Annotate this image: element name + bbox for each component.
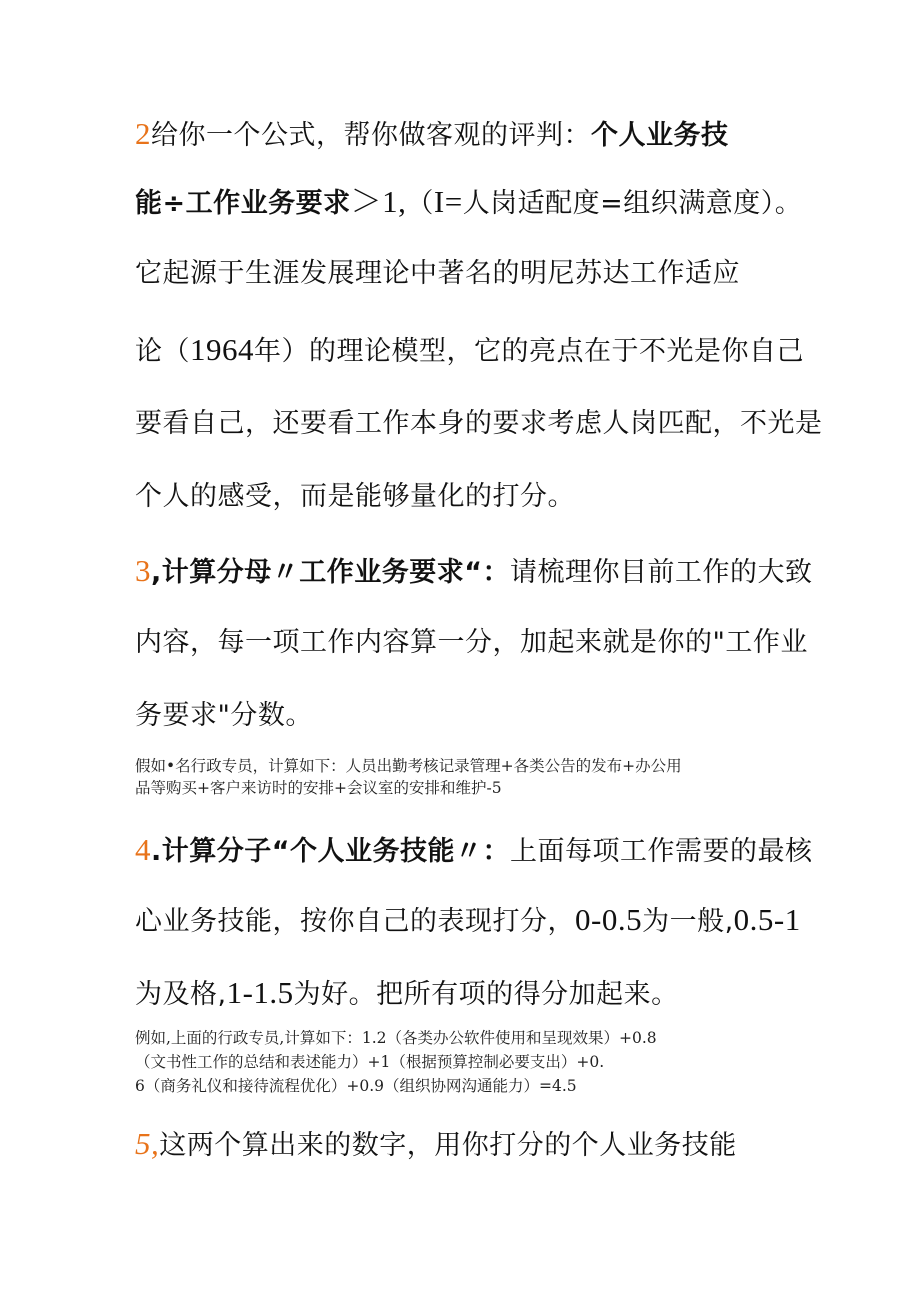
numerator-heading: .计算分子“个人业务技能〃： bbox=[151, 836, 511, 867]
origin-year: 1964 bbox=[190, 332, 254, 367]
origin-line-2 bbox=[135, 332, 804, 370]
result-text: 这两个算出来的数字，用你打分的个人业务技能 bbox=[159, 1130, 737, 1161]
numerator-line-1 bbox=[135, 832, 813, 870]
origin-line-4: 个人的感受，而是能够量化的打分。 bbox=[135, 481, 575, 512]
formula-variable: I= bbox=[433, 184, 463, 219]
numerator-text-d: 为好。把所有项的得分加起来。 bbox=[293, 979, 679, 1010]
formula-bold-text: 个人业务技 bbox=[591, 120, 729, 151]
numerator-line-3 bbox=[135, 975, 679, 1013]
denominator-example-2: 品等购买+客户来访时的安排+会议室的安排和维护-5 bbox=[135, 779, 502, 797]
formula-paren-open: （ bbox=[406, 188, 434, 219]
formula-line-1 bbox=[135, 116, 729, 154]
origin-line-1: 它起源于生涯发展理论中著名的明尼苏达工作适应 bbox=[135, 258, 740, 289]
numerator-text-c: 为及格, bbox=[135, 979, 227, 1010]
item-number-5: 5, bbox=[135, 1126, 160, 1161]
denominator-line-3: 务要求"分数。 bbox=[135, 700, 313, 731]
numerator-text-a: 心业务技能，按你自己的表现打分， bbox=[135, 906, 575, 937]
numerator-example-3: 6（商务礼仪和接待流程优化）+0.9（组织协网沟通能力）=4.5 bbox=[135, 1077, 577, 1095]
score-range-good: 1-1.5 bbox=[226, 975, 294, 1010]
score-range-general: 0-0.5 bbox=[575, 902, 643, 937]
denominator-text: 请梳理你目前工作的大致 bbox=[510, 557, 813, 588]
numerator-example-1: 例如,上面的行政专员,计算如下：1.2（各类办公软件使用和呈现效果）+0.8 bbox=[135, 1029, 657, 1047]
numerator-text: 上面每项工作需要的最核 bbox=[510, 836, 813, 867]
score-range-pass: 0.5-1 bbox=[733, 902, 801, 937]
formula-line-2 bbox=[135, 184, 802, 222]
origin-line-3: 要看自己，还要看工作本身的要求考虑人岗匹配，不光是 bbox=[135, 408, 823, 439]
formula-threshold: ＞1, bbox=[350, 184, 407, 219]
origin-text-a: 论（ bbox=[135, 336, 190, 367]
formula-definition: 人岗适配度=组织满意度）。 bbox=[462, 188, 803, 219]
item-number-3: 3 bbox=[135, 553, 151, 588]
denominator-heading: ,计算分母〃工作业务要求“： bbox=[151, 557, 511, 588]
numerator-example-2: （文书性工作的总结和表述能力）+1（根据预算控制必要支出）+0. bbox=[135, 1053, 605, 1071]
result-line-1 bbox=[135, 1126, 737, 1164]
item-number-4: 4 bbox=[135, 832, 151, 867]
formula-division-text: 能÷工作业务要求 bbox=[135, 188, 351, 219]
item-number-2: 2 bbox=[135, 116, 151, 151]
denominator-line-1 bbox=[135, 553, 813, 591]
formula-intro-text: 给你一个公式，帮你做客观的评判： bbox=[151, 120, 591, 151]
denominator-line-2: 内容，每一项工作内容算一分，加起来就是你的"工作业 bbox=[135, 627, 808, 658]
denominator-example-1: 假如•名行政专员，计算如下：人员出勤考核记录管理+各类公告的发布+办公用 bbox=[135, 757, 682, 775]
numerator-line-2 bbox=[135, 902, 801, 940]
origin-text-b: 年）的理论模型，它的亮点在于不光是你自己 bbox=[254, 336, 804, 367]
numerator-text-b: 为一般, bbox=[642, 906, 734, 937]
